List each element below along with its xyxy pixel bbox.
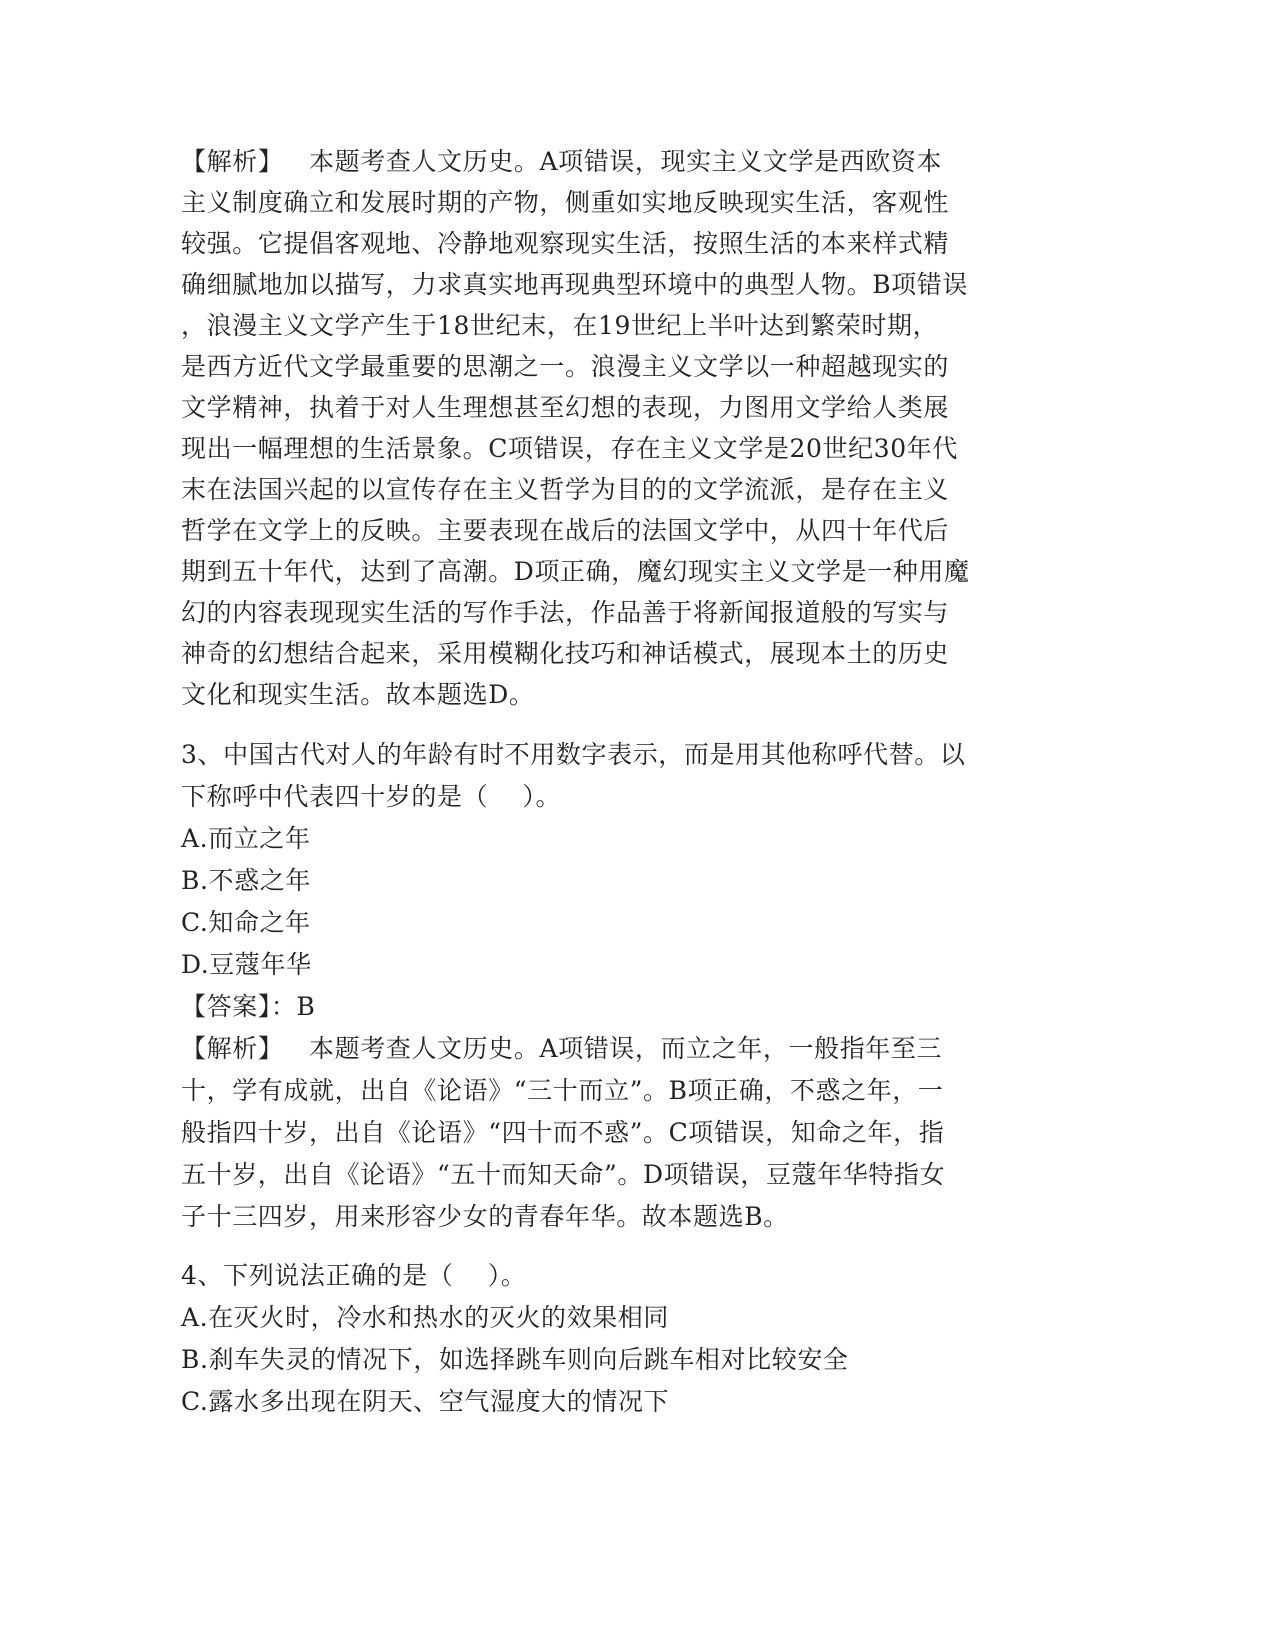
question-3-stem: 下称呼中代表四十岁的是（ ）。 xyxy=(181,782,562,811)
text-line: 幻的内容表现现实生活的写作手法，作品善于将新闻报道般的写实与 xyxy=(181,598,950,627)
text-line: ，浪漫主义文学产生于18世纪末，在19世纪上半叶达到繁荣时期， xyxy=(181,311,939,340)
text-line: 文学精神，执着于对人生理想甚至幻想的表现，力图用文学给人类展 xyxy=(181,393,950,422)
text-line: 现出一幅理想的生活景象。C项错误，存在主义文学是20世纪30年代 xyxy=(181,434,958,463)
text-line: 是西方近代文学最重要的思潮之一。浪漫主义文学以一种超越现实的 xyxy=(181,352,950,381)
text-line: 神奇的幻想结合起来，采用模糊化技巧和神话模式，展现本土的历史 xyxy=(181,639,950,668)
text-line: 末在法国兴起的以宣传存在主义哲学为目的的文学流派，是存在主义 xyxy=(181,475,950,504)
question-3-analysis: 五十岁，出自《论语》“五十而知天命”。D项错误，豆蔻年华特指女 xyxy=(181,1160,946,1189)
text-line: 期到五十年代，达到了高潮。D项正确，魔幻现实主义文学是一种用魔 xyxy=(181,557,970,586)
question-4-stem: 4、下列说法正确的是（ ）。 xyxy=(181,1261,527,1290)
question-3-option: B.不惑之年 xyxy=(181,866,311,895)
question-3-option: A.而立之年 xyxy=(181,824,311,853)
question-3-analysis: 十，学有成就，出自《论语》“三十而立”。B项正确，不惑之年，一 xyxy=(181,1076,944,1105)
text-line: 确细腻地加以描写，力求真实地再现典型环境中的典型人物。B项错误 xyxy=(181,270,968,299)
text-line: 文化和现实生活。故本题选D。 xyxy=(181,680,535,709)
text-line: 较强。它提倡客观地、冷静地观察现实生活，按照生活的本来样式精 xyxy=(181,229,950,258)
question-3-answer: 【答案】：B xyxy=(181,992,316,1021)
question-3-analysis: 【解析】 本题考查人文历史。A项错误，而立之年，一般指年至三 xyxy=(181,1034,943,1063)
question-3-stem: 3、中国古代对人的年龄有时不用数字表示，而是用其他称呼代替。以 xyxy=(181,740,966,769)
question-3-option: C.知命之年 xyxy=(181,908,311,937)
question-3-analysis: 般指四十岁，出自《论语》“四十而不惑”。C项错误，知命之年，指 xyxy=(181,1118,945,1147)
text-line: 哲学在文学上的反映。主要表现在战后的法国文学中，从四十年代后 xyxy=(181,516,950,545)
question-4-option: B.刹车失灵的情况下，如选择跳车则向后跳车相对比较安全 xyxy=(181,1345,849,1374)
question-4-option: C.露水多出现在阴天、空气湿度大的情况下 xyxy=(181,1387,670,1416)
text-line: 【解析】 本题考查人文历史。A项错误，现实主义文学是西欧资本 xyxy=(181,147,943,176)
text-line: 主义制度确立和发展时期的产物，侧重如实地反映现实生活，客观性 xyxy=(181,188,950,217)
question-3-analysis: 子十三四岁，用来形容少女的青春年华。故本题选B。 xyxy=(181,1202,789,1231)
question-4-option: A.在灭火时，冷水和热水的灭火的效果相同 xyxy=(181,1303,670,1332)
question-3-option: D.豆蔻年华 xyxy=(181,950,312,979)
